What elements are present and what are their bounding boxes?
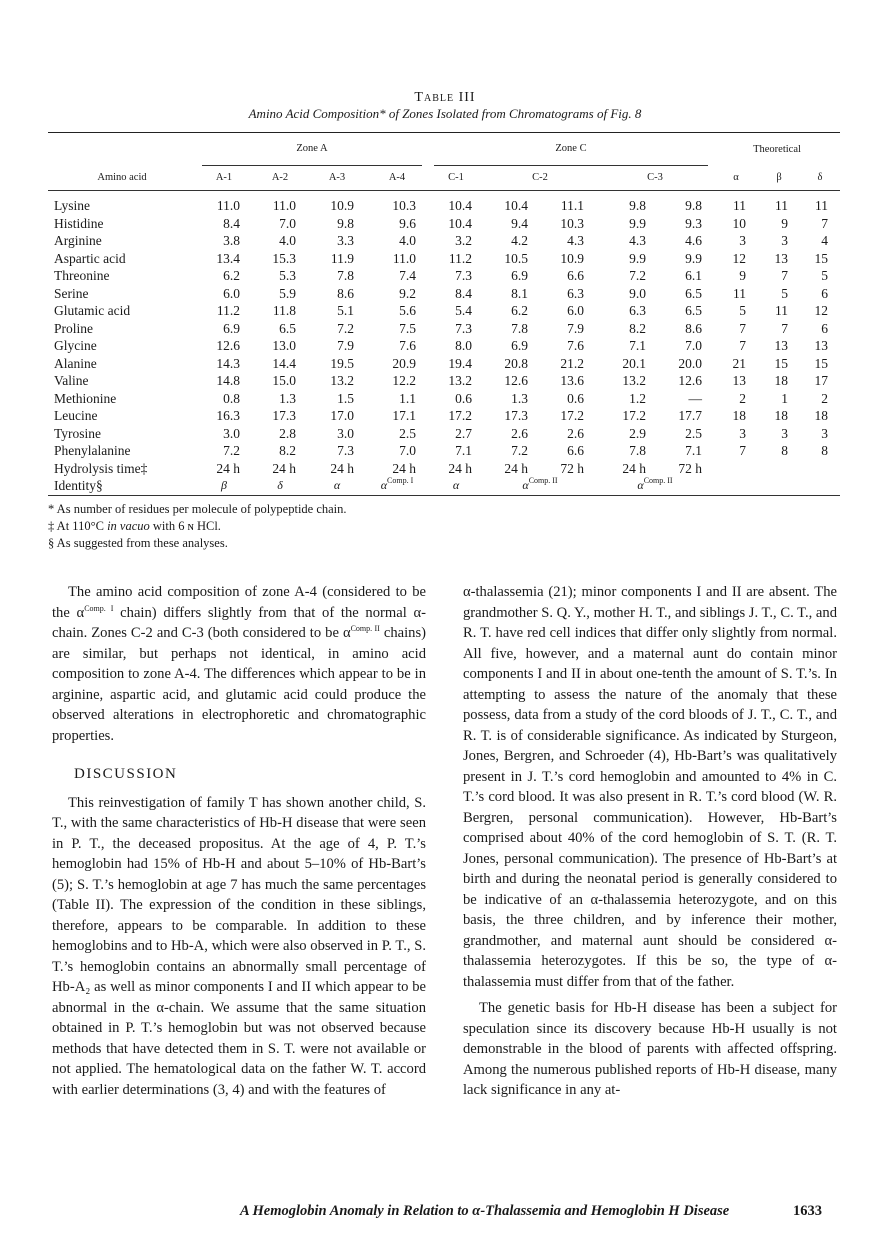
table-cell: 1.3 xyxy=(511,390,528,406)
amino-acid-name: Phenylalanine xyxy=(54,443,131,458)
table-cell: 9.0 xyxy=(629,285,646,301)
table-cell: 15 xyxy=(814,355,828,371)
table-cell: 9.9 xyxy=(685,250,702,266)
table-cell: 7 xyxy=(739,443,746,458)
table-cell: 6.1 xyxy=(685,268,702,283)
table-cell: 1.1 xyxy=(399,390,416,406)
table-cell: 13 xyxy=(774,338,788,353)
table-cell: 1.5 xyxy=(337,390,354,406)
table-cell: 14.4 xyxy=(272,355,296,371)
paragraph xyxy=(52,793,426,1101)
text-run: The amino acid composition of zone A-4 (considered to be the α xyxy=(52,584,426,621)
table-cell: 6 xyxy=(821,285,828,301)
table-row xyxy=(48,232,840,250)
table-cell: 17.3 xyxy=(504,408,528,423)
table-row xyxy=(48,372,840,390)
table-cell: 10.4 xyxy=(448,215,472,231)
table-cell: 2.6 xyxy=(567,425,584,441)
table-cell: 0.6 xyxy=(455,390,472,406)
table-cell: 2.9 xyxy=(629,425,646,441)
identity-c3 xyxy=(596,477,714,495)
amino-acid-table xyxy=(48,132,840,496)
table-cell: 8.6 xyxy=(685,320,702,336)
text-run: § As suggested from these analyses. xyxy=(48,536,228,550)
amino-acid-name: Histidine xyxy=(54,215,104,231)
table-cell: 3 xyxy=(739,425,746,441)
identity-sup: Comp. I xyxy=(387,476,414,485)
table-cell: 18 xyxy=(774,408,788,423)
superscript: Comp. II xyxy=(350,624,380,633)
table-cell: 7.5 xyxy=(399,320,416,336)
table-cell: 7.2 xyxy=(223,443,240,458)
table-cell: 17.2 xyxy=(560,408,584,423)
table-cell: 9.9 xyxy=(629,215,646,231)
table-cell: 14.3 xyxy=(216,355,240,371)
table-cell: 7.0 xyxy=(399,443,416,458)
table-title: Table III xyxy=(414,90,476,105)
table-cell: 16.3 xyxy=(216,408,240,423)
table-cell: 10.4 xyxy=(504,198,528,213)
amino-acid-name: Alanine xyxy=(54,355,97,371)
table-cell: 15 xyxy=(774,355,788,371)
table-row xyxy=(48,355,840,373)
table-cell: — xyxy=(688,390,702,406)
table-cell: 24 h xyxy=(216,460,240,476)
table-cell: 15.3 xyxy=(272,250,296,266)
table-cell: 19.4 xyxy=(448,355,472,371)
identity-a2: δ xyxy=(252,477,308,495)
table-cell: 11.2 xyxy=(448,250,472,266)
identity-base: α xyxy=(380,478,388,492)
table-row xyxy=(48,267,840,285)
table-cell: 18 xyxy=(774,373,788,388)
col-a3: A-3 xyxy=(308,166,366,191)
zone-c-header: Zone C xyxy=(434,133,708,166)
amino-acid-name: Proline xyxy=(54,320,93,336)
text-run: This reinvestigation of family T has shown another child, S. T., with the same characteristics of Hb-H disease that were seen in P. T., the deceased propositus. At the age of 4, P. T.’s hemoglobin had 15% of Hb-H and about 5–10% of Hb-Bart’s (5); S. T.’s hemoglobin at age 7 has much the same percentages (Table II). The expression of the condition in these siblings, therefore, appears to be comparable. In addition to these hemoglobins and to Hb-A, which were also observed in P. T., S. T.’s hemoglobin contains an abnormally small percentage of Hb-A₂ as well as minor components I and II which appear to be abnormal in the α-chain. We assume that the same situation obtained in P. T.’s hemoglobin but was not observed because methods that have detected them in S. T. were not available or not applied. The hematological data on the father W. T. accord with earlier determinations (3, 4) and with the features of xyxy=(52,794,426,1098)
amino-acid-name: Glycine xyxy=(54,338,97,353)
table-cell: 12 xyxy=(732,250,746,266)
table-cell: 20.9 xyxy=(392,355,416,371)
table-cell: 9.9 xyxy=(629,250,646,266)
table-cell: 17 xyxy=(814,373,828,388)
table-cell: 10.9 xyxy=(330,198,354,213)
table-cell: 13.6 xyxy=(560,373,584,388)
table-cell: 11.2 xyxy=(216,303,240,318)
table-cell: 9.3 xyxy=(685,215,702,231)
empty-cell xyxy=(758,477,800,495)
table-cell: 7.6 xyxy=(399,338,416,353)
col-amino-acid: Amino acid xyxy=(48,166,196,191)
table-cell: 3 xyxy=(781,233,788,248)
table-cell: 13 xyxy=(732,373,746,388)
table-cell: 0.8 xyxy=(223,390,240,406)
table-row xyxy=(48,337,840,355)
table-row xyxy=(48,407,840,425)
table-cell: 10.5 xyxy=(504,250,528,266)
col-a4: A-4 xyxy=(366,166,428,191)
col-beta: β xyxy=(758,166,800,191)
table-cell: 6.3 xyxy=(567,285,584,301)
table-cell: 24 h xyxy=(272,460,296,476)
table-cell: 6.3 xyxy=(629,303,646,318)
table-cell: 2 xyxy=(821,390,828,406)
table-cell: 17.2 xyxy=(448,408,472,423)
table-cell: 13 xyxy=(814,338,828,353)
zone-a-header: Zone A xyxy=(202,133,422,166)
text-run: α-thalassemia (21); minor components I and II are absent. The grandmother S. Q. Y., mother H. T., and siblings J. T., C. T., and R. T. have red cell indices that differ only slightly from normal. All five, however, and a maternal aunt do contain minor components I and II in about one-tenth the amount of S. T.’s. In attempting to assess the nature of the anomaly that these possess, data from a study of the cord bloods of J. T., C. T., and R. T. is of considerable significance. As indicated by Sturgeon, Jones, Bergren, and Schroeder (4), Hb-Bart’s was qualitatively present in J. T.’s cord hemoglobin and amounted to 4% in C. T.’s cord blood. It was also present in R. T.’s cord blood (W. R. Bergren, personal communication). However, Hb-Bart’s comprised about 40% of the cord hemoglobin of S. T. (R. T. Jones, personal communication). The presence of Hb-Bart’s at birth and during the neonatal period is generally considered to be indicative of an α-thalassemia heterozygote, and on this basis, the three children, and by inference their mother, grandmother, and maternal aunt should be considered α-thalassemia heterozygotes. If this be so, the type of α-thalassemia must differ from that of the father. xyxy=(463,584,837,990)
theoretical-header: Theoretical xyxy=(753,143,801,155)
identity-sup: Comp. II xyxy=(528,476,558,485)
table-cell: 72 h xyxy=(560,460,584,476)
text-run: with 6 ɴ HCl. xyxy=(149,519,221,533)
table-cell: 7.1 xyxy=(455,443,472,458)
table-cell: 9.8 xyxy=(629,198,646,213)
table-cell: 13.0 xyxy=(272,338,296,353)
table-cell: 8.1 xyxy=(511,285,528,301)
table-cell: 5 xyxy=(781,285,788,301)
table-cell: 7.3 xyxy=(337,443,354,458)
table-cell: 10.3 xyxy=(560,215,584,231)
footnote xyxy=(48,519,221,534)
table-row xyxy=(48,425,840,443)
amino-acid-name: Serine xyxy=(54,285,89,301)
identity-sup: Comp. II xyxy=(643,476,673,485)
table-cell: 12 xyxy=(814,303,828,318)
table-cell: 8 xyxy=(821,443,828,458)
table-cell: 3.2 xyxy=(455,233,472,248)
table-cell: 11.0 xyxy=(392,250,416,266)
table-cell: 20.1 xyxy=(622,355,646,371)
paragraph xyxy=(463,582,837,992)
table-subtitle: Amino Acid Composition* of Zones Isolated from Chromatograms of Fig. 8 xyxy=(248,106,642,121)
table-cell: 3.0 xyxy=(337,425,354,441)
table-row xyxy=(48,390,840,408)
table-cell: 9.6 xyxy=(399,215,416,231)
table-cell: 2.5 xyxy=(399,425,416,441)
table-cell: 7.8 xyxy=(337,268,354,283)
amino-acid-name: Arginine xyxy=(54,233,102,248)
table-cell: 11.1 xyxy=(560,198,584,213)
table-cell: 6.5 xyxy=(685,285,702,301)
paragraph xyxy=(52,582,426,746)
table-cell: 7.4 xyxy=(399,268,416,283)
table-cell: 12.6 xyxy=(216,338,240,353)
table-cell: 21.2 xyxy=(560,355,584,371)
table-cell: 4.3 xyxy=(567,233,584,248)
table-row xyxy=(48,215,840,233)
table-cell: 10 xyxy=(732,215,746,231)
identity-c2 xyxy=(484,477,596,495)
table-cell: 24 h xyxy=(622,460,646,476)
table-cell: 0.6 xyxy=(567,390,584,406)
table-cell: 1 xyxy=(781,390,788,406)
table-cell: 12.2 xyxy=(392,373,416,388)
table-row xyxy=(48,442,840,460)
table-cell: 8.2 xyxy=(279,443,296,458)
footnote xyxy=(48,536,228,551)
right-column xyxy=(463,582,837,1101)
table-cell: 13.2 xyxy=(330,373,354,388)
table-cell: 7.8 xyxy=(629,443,646,458)
empty-cell xyxy=(800,477,840,495)
table-cell: 7.0 xyxy=(279,215,296,231)
table-cell: 15 xyxy=(814,250,828,266)
table-cell: 7.3 xyxy=(455,268,472,283)
table-cell: 7 xyxy=(739,320,746,336)
table-cell: 6.0 xyxy=(567,303,584,318)
table-row xyxy=(48,191,840,215)
footnote xyxy=(48,502,347,517)
col-alpha: α xyxy=(714,166,758,191)
table-cell: 24 h xyxy=(504,460,528,476)
text-run: chains) are similar, but perhaps not identical, in amino acid composition to zone A-4. The differences which appear to be in arginine, aspartic acid, and glutamic acid could produce the observed alterations in electrophoretic and chromatographic properties. xyxy=(52,625,426,744)
table-cell: 13.2 xyxy=(622,373,646,388)
col-a2: A-2 xyxy=(252,166,308,191)
running-footer: A Hemoglobin Anomaly in Relation to α-Thalassemia and Hemoglobin H Disease xyxy=(240,1203,730,1219)
table-cell: 2.7 xyxy=(455,425,472,441)
table-cell: 3 xyxy=(821,425,828,441)
table-cell: 3.3 xyxy=(337,233,354,248)
table-cell: 11 xyxy=(775,303,788,318)
table-cell: 2 xyxy=(739,390,746,406)
table-cell: 9.8 xyxy=(337,215,354,231)
table-cell: 9.2 xyxy=(399,285,416,301)
amino-acid-name: Valine xyxy=(54,373,89,388)
table-cell: 7.0 xyxy=(685,338,702,353)
table-cell: 12.6 xyxy=(504,373,528,388)
table-cell: 7.1 xyxy=(629,338,646,353)
table-cell: 3 xyxy=(739,233,746,248)
table-cell: 1.2 xyxy=(629,390,646,406)
identity-a1: β xyxy=(196,477,252,495)
table-row xyxy=(48,460,840,478)
table-cell: 7.3 xyxy=(455,320,472,336)
table-cell: 4.3 xyxy=(629,233,646,248)
table-cell: 8.2 xyxy=(629,320,646,336)
table-cell: 7.6 xyxy=(567,338,584,353)
table-cell: 10.3 xyxy=(392,198,416,213)
table-cell: 3.8 xyxy=(223,233,240,248)
table-cell xyxy=(758,460,800,478)
table-cell: 5.6 xyxy=(399,303,416,318)
table-cell: 11.0 xyxy=(216,198,240,213)
table-cell: 6.9 xyxy=(511,268,528,283)
col-delta: δ xyxy=(800,166,840,191)
table-cell: 5.3 xyxy=(279,268,296,283)
amino-acid-name: Leucine xyxy=(54,408,98,423)
table-cell: 7.1 xyxy=(685,443,702,458)
table-cell: 6.2 xyxy=(223,268,240,283)
table-cell: 17.2 xyxy=(622,408,646,423)
table-cell: 7.2 xyxy=(511,443,528,458)
table-cell: 13.4 xyxy=(216,250,240,266)
table-cell: 6.6 xyxy=(567,268,584,283)
identity-a3: α xyxy=(308,477,366,495)
table-cell: 7 xyxy=(781,320,788,336)
table-cell: 72 h xyxy=(678,460,702,476)
col-c1: C-1 xyxy=(428,166,484,191)
table-row xyxy=(48,320,840,338)
table-cell: 24 h xyxy=(448,460,472,476)
amino-acid-name: Glutamic acid xyxy=(54,303,131,318)
table-cell: 9 xyxy=(781,215,788,231)
table-cell: 5.9 xyxy=(279,285,296,301)
table-cell: 4.0 xyxy=(399,233,416,248)
table-cell: 7 xyxy=(821,215,828,231)
table-cell: 19.5 xyxy=(330,355,354,371)
text-run: * As number of residues per molecule of polypeptide chain. xyxy=(48,502,347,516)
table-cell: 17.1 xyxy=(392,408,416,423)
italic-text: in vacuo xyxy=(107,519,150,533)
table-cell: 1.3 xyxy=(279,390,296,406)
table-cell: 8.4 xyxy=(223,215,240,231)
table-cell: 20.8 xyxy=(504,355,528,371)
table-cell: 5.4 xyxy=(455,303,472,318)
identity-label: Identity§ xyxy=(48,477,196,495)
table-cell: 21 xyxy=(732,355,746,371)
table-cell: 20.0 xyxy=(678,355,702,371)
identity-base: α xyxy=(637,478,644,492)
table-cell: 11 xyxy=(775,198,788,213)
table-cell: 9.8 xyxy=(685,198,702,213)
table-cell: 15.0 xyxy=(272,373,296,388)
table-cell: 5 xyxy=(821,268,828,283)
amino-acid-name: Lysine xyxy=(54,198,90,213)
identity-c1: α xyxy=(428,477,484,495)
table-cell: 18 xyxy=(732,408,746,423)
table-cell: 9.4 xyxy=(511,215,528,231)
col-c2: C-2 xyxy=(484,166,596,191)
empty-cell xyxy=(714,477,758,495)
table-cell: 24 h xyxy=(330,460,354,476)
table-cell: 8.0 xyxy=(455,338,472,353)
table-cell: 6.5 xyxy=(685,303,702,318)
table-cell: 4.2 xyxy=(511,233,528,248)
identity-row xyxy=(48,477,840,495)
table-cell: 2.8 xyxy=(279,425,296,441)
table-cell: 6.2 xyxy=(511,303,528,318)
table-cell: 11 xyxy=(815,198,828,213)
table-cell: 5 xyxy=(739,303,746,318)
table-cell: 7.2 xyxy=(337,320,354,336)
table-cell: 11.8 xyxy=(272,303,296,318)
table-cell: 11 xyxy=(733,285,746,301)
table-cell: 4 xyxy=(821,233,828,248)
table-cell: 10.9 xyxy=(560,250,584,266)
table-cell: 17.7 xyxy=(678,408,702,423)
table-cell: 7 xyxy=(781,268,788,283)
amino-acid-name: Methionine xyxy=(54,390,117,406)
text-run: The genetic basis for Hb-H disease has been a subject for speculation since its discovery because Hb-H usually is not demonstrable in the blood of parents with affected offspring. Among the numerous published reports of Hb-H disease, many lack significance in any at- xyxy=(463,1000,837,1098)
table-cell: 7 xyxy=(739,338,746,353)
identity-base: α xyxy=(522,478,529,492)
table-cell: 7.9 xyxy=(337,338,354,353)
amino-acid-name: Tyrosine xyxy=(54,425,102,441)
table-cell: 12.6 xyxy=(678,373,702,388)
amino-acid-name: Threonine xyxy=(54,268,110,283)
table-cell: 4.6 xyxy=(685,233,702,248)
table-cell: 8.4 xyxy=(455,285,472,301)
table-cell: 17.0 xyxy=(330,408,354,423)
amino-acid-name: Hydrolysis time‡ xyxy=(54,460,148,476)
table-cell: 2.5 xyxy=(685,425,702,441)
text-run: ‡ At 110°C xyxy=(48,519,108,533)
left-column xyxy=(52,582,426,1100)
table-cell: 7.2 xyxy=(629,268,646,283)
table-cell: 2.6 xyxy=(511,425,528,441)
table-cell: 7.9 xyxy=(567,320,584,336)
table-cell: 6.5 xyxy=(279,320,296,336)
table-cell: 11.9 xyxy=(330,250,354,266)
table-cell: 14.8 xyxy=(216,373,240,388)
section-heading-discussion: DISCUSSION xyxy=(74,766,178,782)
table-cell: 6.6 xyxy=(567,443,584,458)
col-a1: A-1 xyxy=(196,166,252,191)
paragraph xyxy=(463,998,837,1101)
table-cell: 7.8 xyxy=(511,320,528,336)
page-number: 1633 xyxy=(793,1203,822,1219)
col-c3: C-3 xyxy=(596,166,714,191)
table-cell: 6.9 xyxy=(223,320,240,336)
text-run: chain) differs slightly from that of the normal α-chain. Zones C-2 and C-3 (both considered to be α xyxy=(52,604,426,641)
table-cell: 11 xyxy=(733,198,746,213)
table-cell xyxy=(714,460,758,478)
superscript: Comp. I xyxy=(84,603,114,613)
table-cell: 13.2 xyxy=(448,373,472,388)
table-cell: 10.4 xyxy=(448,198,472,213)
table-cell: 8.6 xyxy=(337,285,354,301)
table-cell: 8 xyxy=(781,443,788,458)
amino-acid-name: Aspartic acid xyxy=(54,250,126,266)
table-row xyxy=(48,250,840,268)
table-row xyxy=(48,302,840,320)
table-cell: 6 xyxy=(821,320,828,336)
identity-a4 xyxy=(366,477,428,495)
table-cell: 9 xyxy=(739,268,746,283)
table-cell: 11.0 xyxy=(272,198,296,213)
table-cell: 17.3 xyxy=(272,408,296,423)
table-cell: 5.1 xyxy=(337,303,354,318)
table-cell xyxy=(800,460,840,478)
table-cell: 3.0 xyxy=(223,425,240,441)
table-cell: 6.0 xyxy=(223,285,240,301)
table-row xyxy=(48,285,840,303)
table-cell: 6.9 xyxy=(511,338,528,353)
table-cell: 24 h xyxy=(392,460,416,476)
table-cell: 18 xyxy=(814,408,828,423)
table-cell: 4.0 xyxy=(279,233,296,248)
table-cell: 3 xyxy=(781,425,788,441)
table-cell: 13 xyxy=(774,250,788,266)
